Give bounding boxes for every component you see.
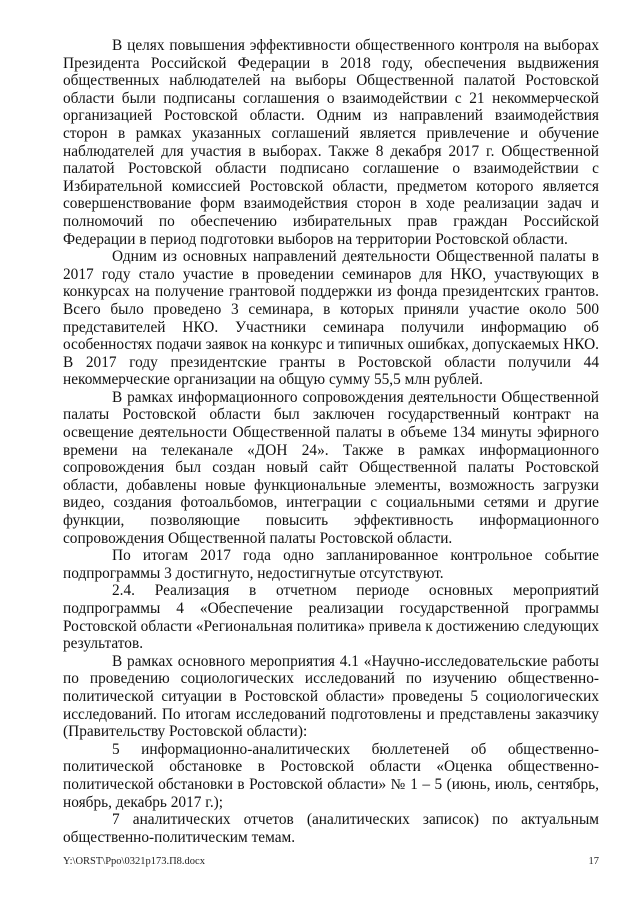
paragraph-bulletins: 5 информационно-аналитических бюллетеней об общественно-политической обстановке в Ростовской области «Оценка общественно-политической обстановки в Ростовской области» № 1 – 5 (июнь, июль, сентябрь, ноябрь, декабрь 2017 г.); xyxy=(63,740,599,811)
paragraph-sociological-research: В рамках основного мероприятия 4.1 «Научно-исследовательские работы по проведению социологических исследований по изучению общественно-политической ситуации в Ростовской области» проведены 5 социологических исследований. По итогам исследований подготовлены и представлены заказчику (Правительству Ростовской области): xyxy=(63,652,599,741)
paragraph-election-monitoring: В целях повышения эффективности общественного контроля на выборах Президента Российской Федерации в 2018 году, обеспечения выдвижения общественных наблюдателей на выборы Общественной палатой Ростовской области были подписаны соглашения о взаимодействии с 21 некоммерческой организацией Ростовской области. Одним из направлений взаимодействия сторон в рамках указанных соглашений является привлечение и обучение наблюдателей для участия в выборах. Также 8 декабря 2017 г. Общественной палатой Ростовской области подписано соглашение о взаимодействии с Избирательной комиссией Ростовской области, предметом которого является совершенствование форм взаимодействия сторон в ходе реализации задач и полномочий по обеспечению избирательных прав граждан Российской Федерации в период подготовки выборов на территории Ростовской области. xyxy=(63,37,599,248)
paragraph-media-support: В рамках информационного сопровождения деятельности Общественной палаты Ростовской области был заключен государственный контракт на освещение деятельности Общественной палаты в объеме 134 минуты эфирного времени на телеканале «ДОН 24». Также в рамках информационного сопровождения был создан новый сайт Общественной палаты Ростовской области, добавлены новые функциональные элементы, возможность загрузки видео, создания фотоальбомов, интеграции с социальными сетями и другие функции, позволяющие повысить эффективность информационного сопровождения Общественной палаты Ростовской области. xyxy=(63,388,599,547)
paragraph-analytical-reports: 7 аналитических отчетов (аналитических записок) по актуальным общественно-политическим темам. xyxy=(63,811,599,846)
footer-file-path: Y:\ORST\Ppo\0321p173.П8.docx xyxy=(63,856,205,867)
paragraph-nko-seminars: Одним из основных направлений деятельности Общественной палаты в 2017 году стало участие в проведении семинаров для НКО, участвующих в конкурсах на получение грантовой поддержки из фонда президентских грантов. Всего было проведено 3 семинара, в которых приняли участие около 500 представителей НКО. Участники семинара получили информацию об особенностях подачи заявок на конкурс и типичных ошибках, допускаемых НКО. В 2017 году президентские гранты в Ростовской области получили 44 некоммерческие организации на общую сумму 55,5 млн рублей. xyxy=(63,248,599,389)
footer-page-number: 17 xyxy=(588,856,599,867)
page-footer xyxy=(63,856,599,868)
paragraph-subprogram-3-results: По итогам 2017 года одно запланированное контрольное событие подпрограммы 3 достигнуто, недостигнутые отсутствуют. xyxy=(63,547,599,582)
document-body xyxy=(63,37,599,846)
paragraph-subprogram-4-intro: 2.4. Реализация в отчетном периоде основных мероприятий подпрограммы 4 «Обеспечение реализации государственной программы Ростовской области «Региональная политика» привела к достижению следующих результатов. xyxy=(63,582,599,653)
